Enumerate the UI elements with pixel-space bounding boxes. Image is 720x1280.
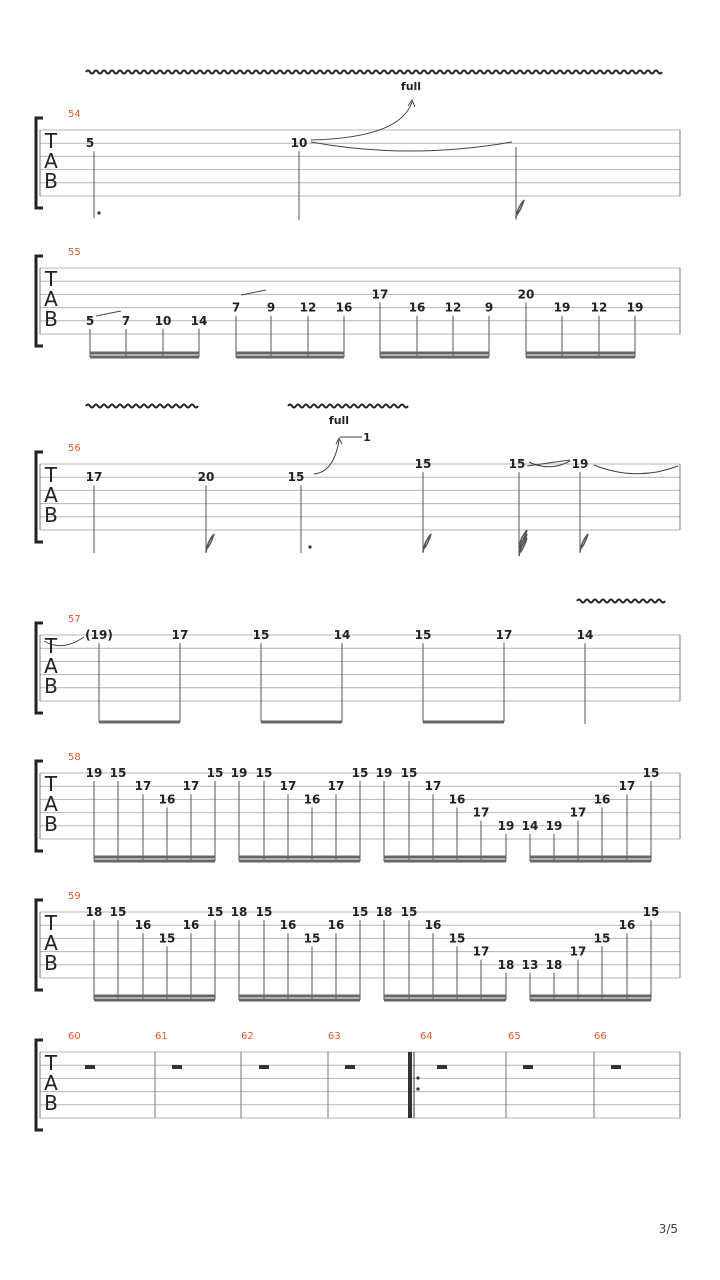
fret-number: 14 — [576, 628, 594, 642]
fret-number: 14 — [333, 628, 351, 642]
fret-number: 15 — [642, 905, 660, 919]
whole-rest — [523, 1065, 533, 1069]
fret-number: 17 — [85, 470, 103, 485]
fret-number: 16 — [182, 918, 200, 933]
tab-letter: B — [44, 951, 58, 975]
fret-number: 15 — [642, 766, 660, 780]
fret-number: 17 — [171, 628, 189, 642]
tab-letter: A — [44, 931, 58, 955]
whole-rest — [345, 1065, 355, 1069]
fret-number: 15 — [109, 766, 127, 780]
fret-number: 15 — [206, 766, 224, 780]
bend-arrow — [311, 102, 412, 140]
fret-number: 17 — [495, 628, 513, 642]
vibrato-mark — [288, 405, 408, 408]
tab-letter: T — [44, 267, 58, 291]
fret-number: 15 — [206, 905, 224, 919]
fret-number: 19 — [545, 818, 563, 833]
fret-number: 9 — [266, 300, 276, 315]
tab-letter: T — [44, 634, 58, 658]
measure-number: 60 — [68, 1031, 81, 1042]
fret-number: 17 — [472, 805, 490, 820]
whole-rest — [85, 1065, 95, 1069]
measure-number: 56 — [68, 443, 81, 454]
tab-letter: A — [44, 792, 58, 816]
fret-number: 16 — [303, 792, 321, 807]
fret-number: 12 — [299, 300, 317, 315]
fret-number: 15 — [400, 766, 418, 780]
fret-number: 19 — [497, 818, 515, 833]
tab-letter: T — [44, 463, 58, 487]
tab-letter: B — [44, 307, 58, 331]
fret-number: 10 — [154, 313, 172, 328]
slide-line — [96, 311, 121, 316]
whole-rest — [259, 1065, 269, 1069]
tab-letter: T — [44, 129, 58, 153]
fret-number: 15 — [109, 905, 127, 919]
fret-number: 17 — [618, 779, 636, 794]
fret-number: 17 — [134, 779, 152, 794]
bend-full-label: full — [328, 414, 350, 427]
vibrato-mark — [577, 600, 665, 603]
repeat-dot — [416, 1087, 419, 1090]
fret-number: (19) — [85, 628, 113, 642]
fret-number: 18 — [497, 957, 515, 972]
tab-staff — [36, 1040, 680, 1130]
tab-staff — [36, 256, 680, 346]
fret-number: 13 — [521, 957, 539, 972]
measure-number: 57 — [68, 614, 81, 625]
repeat-dot — [416, 1076, 419, 1079]
tab-letter: A — [44, 654, 58, 678]
tab-letter: B — [44, 1091, 58, 1115]
measure-number: 58 — [68, 752, 81, 763]
tab-letter: B — [44, 503, 58, 527]
fret-number: 17 — [569, 944, 587, 959]
measure-number: 62 — [241, 1031, 254, 1042]
measure-number: 59 — [68, 891, 81, 902]
fret-number: 17 — [371, 287, 389, 302]
tab-letter: A — [44, 1071, 58, 1095]
fret-number: 16 — [618, 918, 636, 933]
fret-number: 19 — [85, 766, 103, 780]
fret-number: 16 — [158, 792, 176, 807]
fret-number: 18 — [230, 905, 248, 919]
measure-number: 54 — [68, 109, 81, 120]
fret-number: 16 — [593, 792, 611, 807]
fret-number: 7 — [121, 313, 131, 328]
fret-number: 15 — [255, 905, 273, 919]
measure-number: 61 — [155, 1031, 168, 1042]
tab-letter: T — [44, 772, 58, 796]
fret-number: 19 — [553, 300, 571, 315]
tab-letter: B — [44, 169, 58, 193]
fret-number: 5 — [85, 136, 95, 151]
fret-number: 15 — [448, 931, 466, 946]
vibrato-mark — [86, 71, 662, 74]
fret-number: 17 — [327, 779, 345, 794]
repeat-barline — [408, 1052, 412, 1118]
fret-number: 15 — [252, 628, 270, 642]
fret-number: 15 — [255, 766, 273, 780]
fret-number: 19 — [375, 766, 393, 780]
fret-number: 16 — [134, 918, 152, 933]
fret-number: 17 — [279, 779, 297, 794]
fret-number: 16 — [424, 918, 442, 933]
bend-full-label: full — [400, 80, 422, 93]
fret-number: 16 — [279, 918, 297, 933]
fret-number: 15 — [303, 931, 321, 946]
slur-tie — [594, 465, 678, 474]
fret-number: 14 — [190, 313, 208, 328]
slide-line — [527, 460, 570, 466]
tab-letter: A — [44, 483, 58, 507]
note-flag — [516, 200, 524, 218]
tab-letter: A — [44, 149, 58, 173]
measure-number: 65 — [508, 1031, 521, 1042]
fret-number: 17 — [424, 779, 442, 794]
fret-number: 16 — [327, 918, 345, 933]
fret-number: 15 — [400, 905, 418, 919]
fret-number: 19 — [571, 457, 589, 471]
whole-rest — [437, 1065, 447, 1069]
fret-number: 10 — [290, 136, 308, 151]
fret-number: 18 — [85, 905, 103, 919]
fret-number: 20 — [197, 470, 215, 485]
fret-number: 15 — [351, 905, 369, 919]
fret-number: 15 — [158, 931, 176, 946]
fret-number: 16 — [448, 792, 466, 807]
fret-number: 16 — [335, 300, 353, 315]
measure-number: 63 — [328, 1031, 341, 1042]
fret-number: 12 — [590, 300, 608, 315]
note-flag — [580, 534, 588, 552]
fret-number: 17 — [182, 779, 200, 794]
note-flag — [423, 534, 431, 552]
note-flag — [206, 534, 214, 552]
fret-number: 17 — [472, 944, 490, 959]
fret-number: 9 — [484, 300, 494, 315]
tab-letter: T — [44, 1051, 58, 1075]
tab-letter: A — [44, 287, 58, 311]
tab-letter: B — [44, 812, 58, 836]
fret-number: 15 — [287, 470, 305, 485]
fret-number: 18 — [375, 905, 393, 919]
fret-number: 7 — [231, 300, 241, 315]
fret-number: 15 — [593, 931, 611, 946]
measure-number: 66 — [594, 1031, 607, 1042]
fret-number: 15 — [351, 766, 369, 780]
fret-number: 19 — [230, 766, 248, 780]
fret-number: 19 — [626, 300, 644, 315]
whole-rest — [611, 1065, 621, 1069]
measure-number: 55 — [68, 247, 81, 258]
fret-number: 14 — [521, 818, 539, 833]
bend-release-label: 1 — [363, 431, 371, 444]
tab-letter: T — [44, 911, 58, 935]
fret-number: 15 — [508, 457, 526, 471]
fret-number: 15 — [414, 628, 432, 642]
dot — [97, 211, 100, 214]
dot — [308, 545, 311, 548]
tab-staff — [36, 118, 680, 208]
measure-number: 64 — [420, 1031, 433, 1042]
fret-number: 16 — [408, 300, 426, 315]
fret-number: 12 — [444, 300, 462, 315]
fret-number: 5 — [85, 313, 95, 328]
page-indicator: 3/5 — [658, 1222, 678, 1236]
fret-number: 20 — [517, 287, 535, 302]
vibrato-mark — [86, 405, 198, 408]
tab-letter: B — [44, 674, 58, 698]
bend-arrow — [314, 440, 339, 474]
whole-rest — [172, 1065, 182, 1069]
fret-number: 17 — [569, 805, 587, 820]
fret-number: 18 — [545, 957, 563, 972]
fret-number: 15 — [414, 457, 432, 471]
